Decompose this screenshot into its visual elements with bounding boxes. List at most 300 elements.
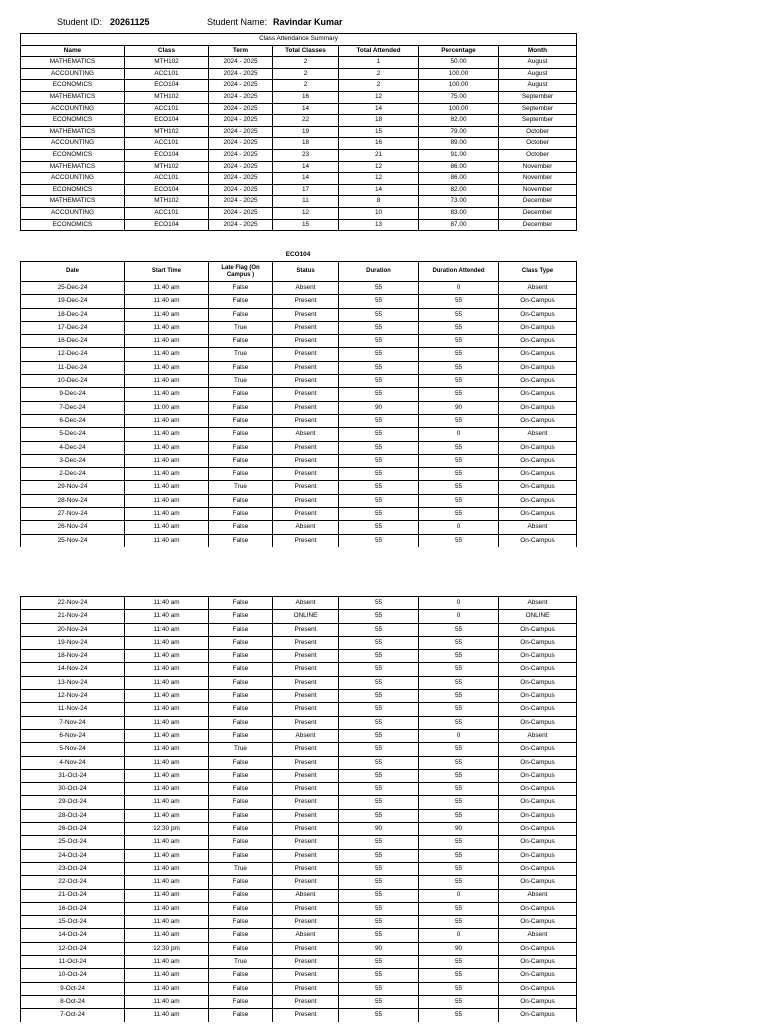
table-cell: 11:40 am — [125, 534, 209, 547]
table-cell: On-Campus — [499, 650, 577, 663]
table-cell: False — [209, 676, 273, 689]
table-cell: Present — [273, 481, 339, 494]
table-cell: 55 — [419, 663, 499, 676]
eco104-detail-table-continued — [20, 596, 577, 1022]
table-row — [21, 115, 577, 127]
table-cell: 55 — [419, 836, 499, 849]
table-cell: 11:00 am — [125, 401, 209, 414]
table-cell: True — [209, 321, 273, 334]
table-cell: 19 — [273, 126, 339, 138]
table-row — [21, 902, 577, 915]
table-cell: 16 — [339, 138, 419, 150]
detail-col-start-time: Start Time — [125, 262, 209, 282]
table-cell: 11:40 am — [125, 849, 209, 862]
table-cell: 23 — [273, 149, 339, 161]
table-cell: On-Campus — [499, 663, 577, 676]
table-row — [21, 929, 577, 942]
table-cell: 28-Oct-24 — [21, 809, 125, 822]
table-cell: 55 — [419, 636, 499, 649]
table-cell: 14 — [339, 184, 419, 196]
table-cell: 55 — [339, 388, 419, 401]
table-cell: 2024 - 2025 — [209, 126, 273, 138]
table-cell: 55 — [339, 508, 419, 521]
table-cell: 55 — [419, 295, 499, 308]
summary-col-total-classes: Total Classes — [273, 45, 339, 57]
table-row — [21, 441, 577, 454]
table-cell: 55 — [419, 335, 499, 348]
table-cell: 55 — [339, 676, 419, 689]
table-cell: 55 — [419, 769, 499, 782]
table-cell: 25-Dec-24 — [21, 282, 125, 295]
table-cell: 11:40 am — [125, 703, 209, 716]
table-cell: False — [209, 663, 273, 676]
table-cell: 55 — [419, 650, 499, 663]
table-row — [21, 676, 577, 689]
table-cell: On-Campus — [499, 534, 577, 547]
table-cell: 12 — [273, 207, 339, 219]
table-cell: 11:40 am — [125, 809, 209, 822]
table-cell: 11:40 am — [125, 508, 209, 521]
table-row — [21, 282, 577, 295]
table-cell: False — [209, 969, 273, 982]
table-cell: 55 — [419, 676, 499, 689]
table-cell: 2024 - 2025 — [209, 115, 273, 127]
table-cell: Present — [273, 494, 339, 507]
table-cell: 55 — [339, 769, 419, 782]
table-cell: 55 — [419, 388, 499, 401]
table-cell: MTH102 — [125, 161, 209, 173]
table-cell: 90 — [419, 942, 499, 955]
table-cell: 50.00 — [419, 57, 499, 69]
table-cell: On-Campus — [499, 676, 577, 689]
table-cell: False — [209, 610, 273, 623]
table-cell: 1 — [339, 57, 419, 69]
table-cell: 17-Dec-24 — [21, 321, 125, 334]
table-cell: 16 — [273, 91, 339, 103]
table-cell: ACC101 — [125, 173, 209, 185]
table-cell: 19-Nov-24 — [21, 636, 125, 649]
table-cell: 55 — [419, 995, 499, 1008]
table-cell: 20-Nov-24 — [21, 623, 125, 636]
table-cell: Present — [273, 636, 339, 649]
table-cell: 31-Oct-24 — [21, 769, 125, 782]
table-cell: 55 — [339, 902, 419, 915]
table-cell: 55 — [419, 468, 499, 481]
table-cell: True — [209, 348, 273, 361]
table-cell: False — [209, 902, 273, 915]
table-cell: 0 — [419, 889, 499, 902]
table-cell: 55 — [419, 494, 499, 507]
table-cell: False — [209, 796, 273, 809]
table-cell: On-Campus — [499, 703, 577, 716]
table-cell: 55 — [339, 889, 419, 902]
table-row — [21, 308, 577, 321]
table-row — [21, 597, 577, 610]
table-cell: False — [209, 756, 273, 769]
table-cell: On-Campus — [499, 716, 577, 729]
table-row — [21, 636, 577, 649]
table-cell: 11:40 am — [125, 597, 209, 610]
table-row — [21, 428, 577, 441]
table-cell: 55 — [419, 849, 499, 862]
table-cell: 55 — [339, 468, 419, 481]
table-cell: Present — [273, 650, 339, 663]
table-cell: November — [499, 161, 577, 173]
table-cell: 55 — [419, 481, 499, 494]
table-row — [21, 796, 577, 809]
table-cell: 6-Dec-24 — [21, 414, 125, 427]
table-cell: 11:40 am — [125, 494, 209, 507]
table-cell: 55 — [339, 916, 419, 929]
table-cell: MATHEMATICS — [21, 57, 125, 69]
table-cell: 6-Nov-24 — [21, 729, 125, 742]
table-cell: ACC101 — [125, 68, 209, 80]
table-cell: 29-Nov-24 — [21, 481, 125, 494]
table-cell: MTH102 — [125, 57, 209, 69]
table-cell: 7-Dec-24 — [21, 401, 125, 414]
table-cell: 11:40 am — [125, 756, 209, 769]
table-cell: 25-Oct-24 — [21, 836, 125, 849]
table-cell: 11:40 am — [125, 729, 209, 742]
table-cell: False — [209, 468, 273, 481]
table-cell: MTH102 — [125, 126, 209, 138]
table-cell: Present — [273, 1009, 339, 1022]
table-cell: 7-Oct-24 — [21, 1009, 125, 1022]
table-cell: 55 — [419, 703, 499, 716]
table-row — [21, 783, 577, 796]
table-cell: False — [209, 703, 273, 716]
detail-header-row — [21, 262, 577, 282]
table-cell: 55 — [339, 521, 419, 534]
table-cell: 12 — [339, 173, 419, 185]
table-cell: October — [499, 126, 577, 138]
table-cell: Present — [273, 690, 339, 703]
table-cell: Present — [273, 335, 339, 348]
table-cell: On-Campus — [499, 902, 577, 915]
table-cell: 55 — [339, 796, 419, 809]
table-cell: Present — [273, 849, 339, 862]
table-row — [21, 876, 577, 889]
table-cell: 55 — [339, 703, 419, 716]
table-cell: 55 — [339, 663, 419, 676]
table-row — [21, 494, 577, 507]
table-cell: 90 — [339, 823, 419, 836]
table-cell: Present — [273, 454, 339, 467]
table-cell: Present — [273, 982, 339, 995]
table-cell: 11-Dec-24 — [21, 361, 125, 374]
table-cell: 55 — [339, 321, 419, 334]
table-cell: False — [209, 783, 273, 796]
table-cell: 55 — [339, 995, 419, 1008]
table-row — [21, 623, 577, 636]
table-cell: On-Campus — [499, 414, 577, 427]
table-cell: 100.00 — [419, 80, 499, 92]
table-cell: Present — [273, 756, 339, 769]
table-row — [21, 321, 577, 334]
table-cell: 55 — [339, 650, 419, 663]
table-cell: MATHEMATICS — [21, 161, 125, 173]
table-cell: 55 — [419, 441, 499, 454]
table-cell: Present — [273, 414, 339, 427]
table-cell: 55 — [339, 534, 419, 547]
detail-col-class-type: Class Type — [499, 262, 577, 282]
table-cell: 15-Oct-24 — [21, 916, 125, 929]
table-cell: 2024 - 2025 — [209, 207, 273, 219]
detail-col-date: Date — [21, 262, 125, 282]
table-cell: 83.00 — [419, 207, 499, 219]
table-cell: On-Campus — [499, 995, 577, 1008]
table-cell: 11:40 am — [125, 414, 209, 427]
table-cell: 2024 - 2025 — [209, 138, 273, 150]
table-cell: 17 — [273, 184, 339, 196]
table-cell: 55 — [419, 916, 499, 929]
table-row — [21, 173, 577, 185]
table-cell: False — [209, 729, 273, 742]
table-cell: 55 — [419, 756, 499, 769]
table-cell: ACCOUNTING — [21, 173, 125, 185]
table-cell: 24-Oct-24 — [21, 849, 125, 862]
table-cell: 11:40 am — [125, 282, 209, 295]
table-cell: Present — [273, 995, 339, 1008]
table-cell: True — [209, 375, 273, 388]
table-cell: On-Campus — [499, 623, 577, 636]
table-cell: Present — [273, 703, 339, 716]
detail-title: ECO104 — [285, 251, 311, 258]
table-cell: 11:40 am — [125, 995, 209, 1008]
table-cell: 14 — [273, 103, 339, 115]
table-cell: On-Campus — [499, 862, 577, 875]
table-cell: 12-Nov-24 — [21, 690, 125, 703]
table-cell: False — [209, 769, 273, 782]
table-cell: Present — [273, 916, 339, 929]
table-cell: 11:40 am — [125, 295, 209, 308]
table-cell: 55 — [339, 282, 419, 295]
table-cell: 55 — [419, 716, 499, 729]
table-cell: 55 — [339, 335, 419, 348]
table-row — [21, 849, 577, 862]
table-cell: On-Campus — [499, 690, 577, 703]
table-cell: December — [499, 219, 577, 231]
table-cell: MTH102 — [125, 91, 209, 103]
table-cell: 10-Dec-24 — [21, 375, 125, 388]
table-cell: Present — [273, 823, 339, 836]
table-cell: On-Campus — [499, 876, 577, 889]
table-cell: 2 — [339, 68, 419, 80]
table-cell: 55 — [339, 836, 419, 849]
table-cell: On-Campus — [499, 809, 577, 822]
table-row — [21, 126, 577, 138]
table-cell: 55 — [339, 929, 419, 942]
table-row — [21, 161, 577, 173]
table-cell: False — [209, 597, 273, 610]
table-cell: 55 — [419, 783, 499, 796]
table-cell: 11:40 am — [125, 876, 209, 889]
table-cell: True — [209, 743, 273, 756]
table-cell: Present — [273, 716, 339, 729]
table-cell: August — [499, 57, 577, 69]
table-cell: 11:40 am — [125, 308, 209, 321]
table-cell: On-Campus — [499, 468, 577, 481]
table-cell: 87.00 — [419, 219, 499, 231]
table-cell: MTH102 — [125, 196, 209, 208]
table-cell: 2024 - 2025 — [209, 219, 273, 231]
summary-col-total-attended: Total Attended — [339, 45, 419, 57]
table-cell: Present — [273, 676, 339, 689]
table-row — [21, 454, 577, 467]
table-cell: Present — [273, 441, 339, 454]
table-cell: 2024 - 2025 — [209, 196, 273, 208]
table-cell: 11:40 am — [125, 889, 209, 902]
table-cell: ACC101 — [125, 207, 209, 219]
table-cell: 55 — [339, 428, 419, 441]
table-cell: 11:40 am — [125, 623, 209, 636]
table-cell: Present — [273, 769, 339, 782]
table-cell: 22 — [273, 115, 339, 127]
table-cell: 2024 - 2025 — [209, 103, 273, 115]
table-cell: 2 — [273, 68, 339, 80]
table-cell: Present — [273, 796, 339, 809]
table-row — [21, 982, 577, 995]
table-cell: 55 — [339, 610, 419, 623]
table-cell: Present — [273, 508, 339, 521]
table-cell: December — [499, 207, 577, 219]
table-cell: 15 — [339, 126, 419, 138]
table-cell: 11:40 am — [125, 650, 209, 663]
table-cell: False — [209, 929, 273, 942]
table-cell: 0 — [419, 929, 499, 942]
table-cell: False — [209, 916, 273, 929]
table-cell: 55 — [419, 321, 499, 334]
table-row — [21, 956, 577, 969]
table-cell: Present — [273, 375, 339, 388]
table-cell: ACC101 — [125, 103, 209, 115]
table-cell: On-Campus — [499, 969, 577, 982]
table-cell: 55 — [339, 375, 419, 388]
table-cell: 11:40 am — [125, 982, 209, 995]
table-cell: False — [209, 282, 273, 295]
table-cell: False — [209, 414, 273, 427]
summary-col-percentage: Percentage — [419, 45, 499, 57]
table-cell: Absent — [499, 282, 577, 295]
table-cell: 55 — [339, 441, 419, 454]
table-cell: 55 — [419, 454, 499, 467]
table-cell: 9-Dec-24 — [21, 388, 125, 401]
table-row — [21, 743, 577, 756]
table-cell: False — [209, 942, 273, 955]
table-cell: Present — [273, 361, 339, 374]
table-row — [21, 663, 577, 676]
table-cell: On-Campus — [499, 321, 577, 334]
table-cell: 16-Dec-24 — [21, 335, 125, 348]
table-cell: False — [209, 534, 273, 547]
table-cell: 12 — [339, 161, 419, 173]
table-cell: September — [499, 103, 577, 115]
eco104-detail-table — [20, 261, 577, 547]
table-cell: Present — [273, 783, 339, 796]
table-cell: 8 — [339, 196, 419, 208]
table-cell: 12-Dec-24 — [21, 348, 125, 361]
table-row — [21, 823, 577, 836]
table-cell: September — [499, 91, 577, 103]
table-cell: 0 — [419, 597, 499, 610]
table-cell: False — [209, 508, 273, 521]
table-cell: 11:40 am — [125, 902, 209, 915]
table-cell: 55 — [419, 876, 499, 889]
table-cell: 55 — [419, 743, 499, 756]
table-cell: 25-Nov-24 — [21, 534, 125, 547]
table-cell: Present — [273, 969, 339, 982]
table-row — [21, 295, 577, 308]
student-id-value: 20261125 — [110, 17, 150, 27]
table-cell: 29-Oct-24 — [21, 796, 125, 809]
table-row — [21, 995, 577, 1008]
table-cell: ECONOMICS — [21, 80, 125, 92]
table-cell: On-Campus — [499, 401, 577, 414]
table-cell: 26-Oct-24 — [21, 823, 125, 836]
table-cell: 11 — [273, 196, 339, 208]
table-cell: On-Campus — [499, 796, 577, 809]
table-cell: 2 — [273, 57, 339, 69]
table-cell: On-Campus — [499, 494, 577, 507]
table-cell: Absent — [499, 929, 577, 942]
table-cell: 5-Nov-24 — [21, 743, 125, 756]
table-cell: Present — [273, 862, 339, 875]
table-cell: 55 — [339, 295, 419, 308]
summary-col-name: Name — [21, 45, 125, 57]
table-cell: ACC101 — [125, 138, 209, 150]
table-row — [21, 138, 577, 150]
table-cell: 11:40 am — [125, 321, 209, 334]
table-cell: 11:40 am — [125, 375, 209, 388]
table-cell: On-Campus — [499, 783, 577, 796]
table-cell: False — [209, 494, 273, 507]
table-cell: Present — [273, 623, 339, 636]
table-cell: 18 — [273, 138, 339, 150]
table-cell: 2024 - 2025 — [209, 161, 273, 173]
table-row — [21, 388, 577, 401]
detail-col-duration-attended: Duration Attended — [419, 262, 499, 282]
table-cell: 11:40 am — [125, 1009, 209, 1022]
table-cell: On-Campus — [499, 756, 577, 769]
table-cell: 12:30 pm — [125, 823, 209, 836]
table-cell: False — [209, 295, 273, 308]
table-cell: 7-Nov-24 — [21, 716, 125, 729]
table-cell: True — [209, 862, 273, 875]
table-cell: Absent — [499, 729, 577, 742]
table-cell: 11:40 am — [125, 969, 209, 982]
table-cell: On-Campus — [499, 1009, 577, 1022]
student-id-label: Student ID: — [57, 17, 103, 27]
table-cell: 15 — [273, 219, 339, 231]
table-cell: Absent — [273, 929, 339, 942]
table-cell: 55 — [339, 636, 419, 649]
table-cell: 9-Oct-24 — [21, 982, 125, 995]
table-cell: 55 — [419, 414, 499, 427]
table-cell: 18-Dec-24 — [21, 308, 125, 321]
table-cell: 55 — [419, 375, 499, 388]
table-cell: 90 — [339, 401, 419, 414]
table-cell: Absent — [273, 597, 339, 610]
table-cell: 11:40 am — [125, 716, 209, 729]
table-cell: On-Campus — [499, 743, 577, 756]
detail-col-late-flag: Late Flag (On Campus ) — [209, 262, 273, 282]
table-cell: ACCOUNTING — [21, 138, 125, 150]
table-cell: Absent — [273, 729, 339, 742]
table-row — [21, 184, 577, 196]
table-cell: False — [209, 428, 273, 441]
table-cell: ECONOMICS — [21, 184, 125, 196]
table-cell: 11:40 am — [125, 441, 209, 454]
